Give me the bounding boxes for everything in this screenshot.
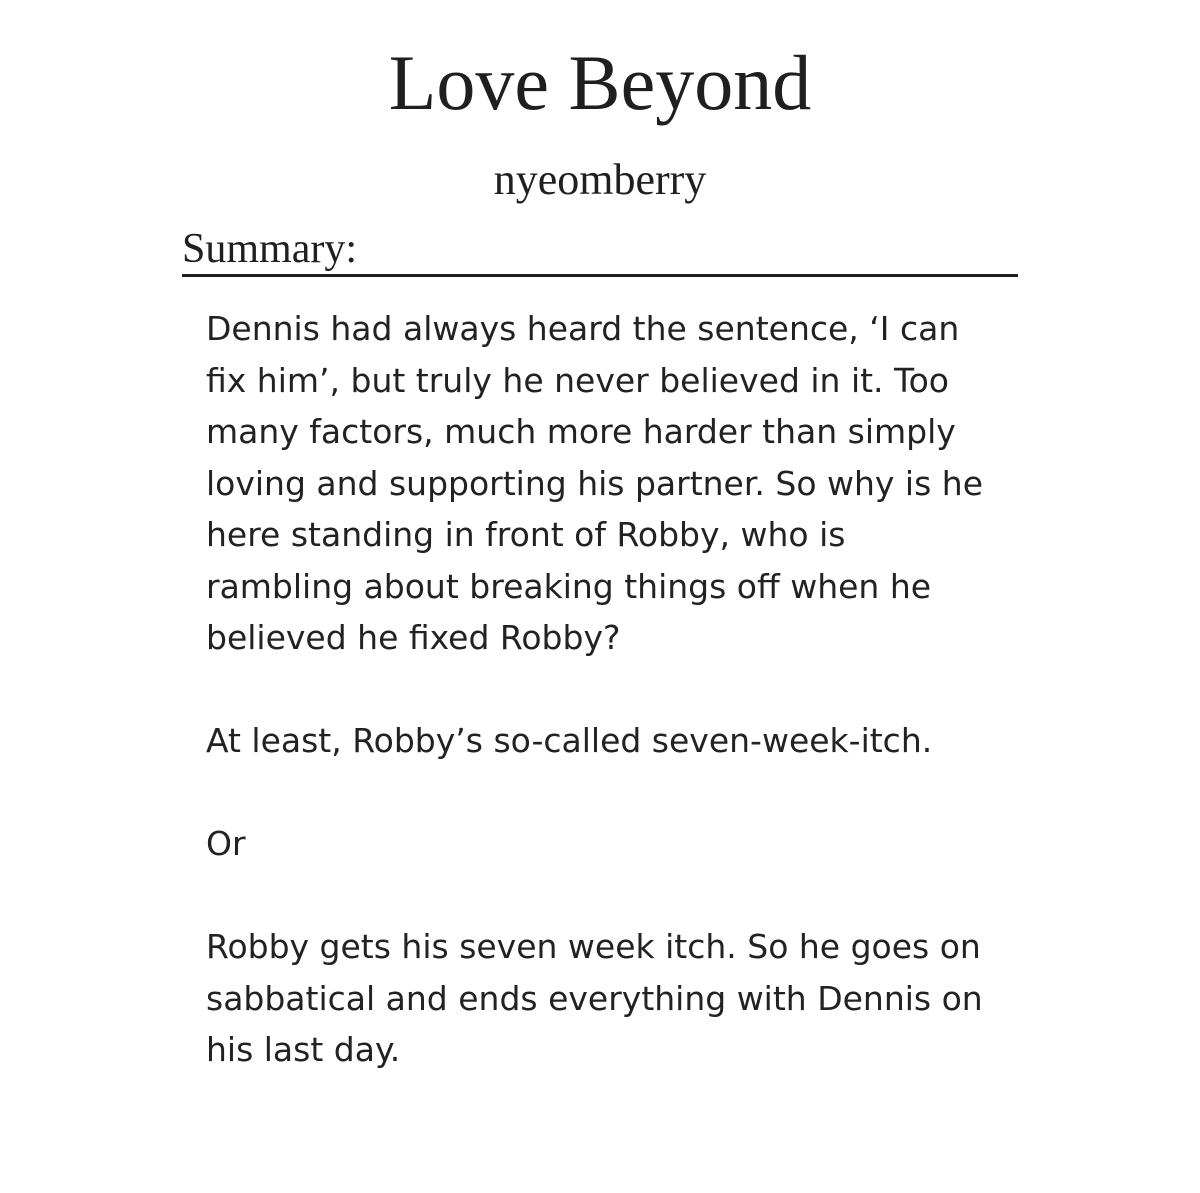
summary-paragraph: At least, Robby’s so-called seven-week-itch. — [206, 721, 933, 760]
summary-paragraph: Robby gets his seven week itch. So he goes on sabbatical and ends everything with Dennis on his last day. — [206, 927, 983, 1069]
summary-body — [206, 303, 996, 1076]
summary-paragraph: Dennis had always heard the sentence, ‘I can fix him’, but truly he never believed in it. Too many factors, much more harder than simply loving and supporting his partner. So why is he here standing in front of Robby, who is rambling about breaking things off when he believed he fixed Robby? — [206, 309, 983, 657]
work-title: Love Beyond — [388, 39, 812, 126]
author-name: nyeomberry — [493, 155, 707, 204]
summary-heading: Summary: — [182, 224, 1018, 277]
summary-paragraph: Or — [206, 824, 246, 863]
